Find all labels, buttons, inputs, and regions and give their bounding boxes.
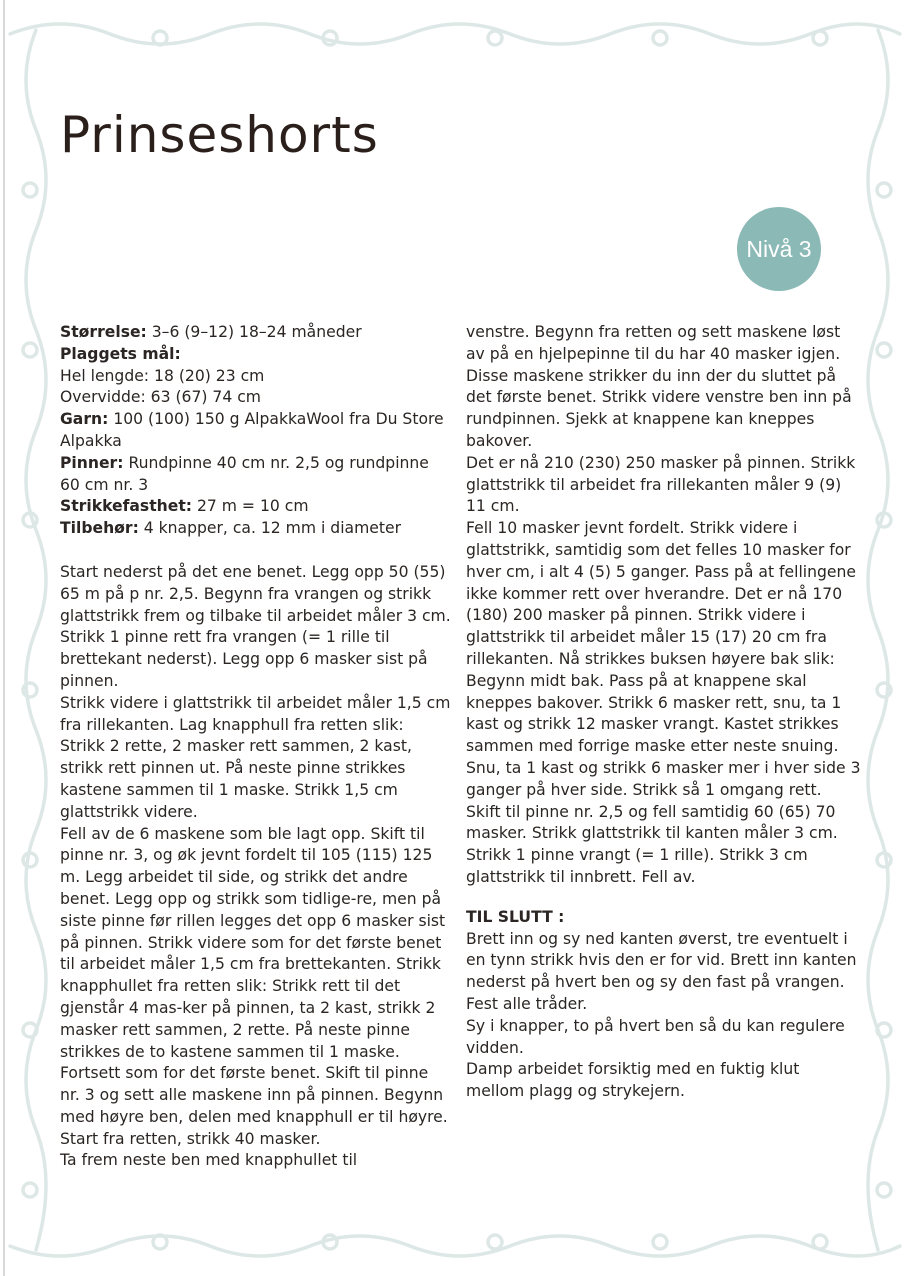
instruction-paragraph: Fell 10 masker jevnt fordelt. Strikk videre i glattstrikk, samtidig som det felles 10 masker for hver cm, i alt 4 (5) 5 ganger. Pass på at fellingene ikke kommer rett over hverandre. Det er nå 170 (180) 200 masker på pinnen. Strikk videre i glattstrikk til arbeidet måler 15 (17) 20 cm fra rillekanten. Nå strikkes buksen høyere bak slik: Begynn midt bak. Pass på at knappene skal kneppes bakover. Strikk 6 masker rett, snu, ta 1 kast og strikk 12 masker vrangt. Kastet strikkes sammen med forrige maske etter neste snuing. Snu, ta 1 kast og strikk 6 masker mer i hver side 3 ganger på hver side. Strikk så 1 omgang rett. Skift til pinne nr. 2,5 og fell samtidig 60 (65) 70 masker. Strikk glattstrikk til kanten måler 3 cm. Strikk 1 pinne vrangt (= 1 rille). Strikk 3 cm glattstrikk til innbrett. Fell av. bbox=[466, 519, 861, 886]
finishing-heading: TIL SLUTT : bbox=[466, 907, 565, 926]
finishing-paragraph: Brett inn og sy ned kanten øverst, tre eventuelt i en tynn strikk hvis den er for vid. Brett inn kanten nederst på hvert ben og sy den fast på vrangen. Fest alle tråder. bbox=[466, 929, 857, 1013]
spec-value: Overvidde: 63 (67) 74 cm bbox=[60, 388, 261, 407]
finishing-paragraph: Sy i knapper, to på hvert ben så du kan regulere vidden. bbox=[466, 1016, 845, 1057]
level-badge-label: Nivå 3 bbox=[746, 235, 812, 262]
spec-label: Strikkefasthet: bbox=[60, 497, 193, 516]
spec-row bbox=[60, 387, 452, 409]
spec-row bbox=[60, 344, 452, 366]
spec-label: Tilbehør: bbox=[60, 519, 139, 538]
left-column bbox=[60, 322, 452, 1172]
right-column bbox=[466, 322, 861, 1103]
spec-value: 27 m = 10 cm bbox=[192, 497, 309, 516]
instruction-paragraph: Fell av de 6 maskene som ble lagt opp. Skift til pinne nr. 3, og øk jevnt fordelt til 105 (115) 125 m. Legg arbeidet til side, og strikk det andre benet. Legg opp og strikk som tidlige-re, men på siste pinne før rillen legges det opp 6 masker sist på pinnen. Strikk videre som for det første benet til arbeidet måler 1,5 cm fra brettekanten. Strikk knapphullet fra retten slik: Strikk rett til det gjenstår 4 mas-ker på pinnen, ta 2 kast, strikk 2 masker rett sammen, 2 rette. På neste pinne strikkes de to kastene sammen til 1 maske. Fortsett som for det første benet. Skift til pinne nr. 3 og sett alle maskene inn på pinnen. Begynn med høyre ben, delen med knapphull er til høyre. Start fra retten, strikk 40 masker. bbox=[60, 824, 448, 1148]
spec-value: 3–6 (9–12) 18–24 måneder bbox=[146, 323, 362, 341]
spec-row bbox=[60, 366, 452, 388]
spec-value: Hel lengde: 18 (20) 23 cm bbox=[60, 366, 265, 385]
spec-row bbox=[60, 322, 452, 344]
spec-value: 4 knapper, ca. 12 mm i diameter bbox=[138, 519, 401, 538]
spec-row bbox=[60, 496, 452, 518]
spec-label: Garn: bbox=[60, 410, 109, 429]
level-badge bbox=[737, 207, 821, 291]
instruction-paragraph: Ta frem neste ben med knapphullet til bbox=[60, 1151, 358, 1170]
instruction-paragraph: venstre. Begynn fra retten og sett maskene løst av på en hjelpepinne til du har 40 masker igjen. Disse maskene strikker du inn der du sluttet på det første benet. Strikk videre venstre ben inn på rundpinnen. Sjekk at knappene kan kneppes bakover. bbox=[466, 323, 852, 450]
instruction-paragraph: Start nederst på det ene benet. Legg opp 50 (55) 65 m på p nr. 2,5. Begynn fra vrangen og strikk glattstrikk frem og tilbake til arbeidet måler 3 cm. Strikk 1 pinne rett fra vrangen (= 1 rille til brettekant nederst). Legg opp 6 masker sist på pinnen. bbox=[60, 562, 451, 690]
finishing-paragraph: Damp arbeidet forsiktig med en fuktig klut mellom plagg og strykejern. bbox=[466, 1060, 800, 1101]
spec-value: Rundpinne 40 cm nr. 2,5 og rundpinne 60 cm nr. 3 bbox=[60, 453, 429, 494]
spec-row bbox=[60, 409, 452, 453]
spec-value: 100 (100) 150 g AlpakkaWool fra Du Store Alpakka bbox=[60, 410, 444, 450]
instruction-paragraph: Det er nå 210 (230) 250 masker på pinnen. Strikk glattstrikk til arbeidet fra rillekanten måler 9 (9) 11 cm. bbox=[466, 453, 856, 516]
spec-label: Pinner: bbox=[60, 453, 124, 472]
spacer bbox=[60, 540, 452, 562]
instruction-paragraph: Strikk videre i glattstrikk til arbeidet måler 1,5 cm fra rillekanten. Lag knapphull fra retten slik: Strikk 2 rette, 2 masker rett sammen, 2 kast, strikk rett pinnen ut. På neste pinne strikkes kastene sammen til 1 maske. Strikk 1,5 cm glattstrikk videre. bbox=[60, 693, 451, 821]
spec-label: Plaggets mål: bbox=[60, 344, 181, 363]
spec-row bbox=[60, 453, 452, 497]
spec-row bbox=[60, 518, 452, 540]
spec-label: Størrelse: bbox=[60, 323, 147, 341]
pattern-title: Prinseshorts bbox=[60, 106, 379, 164]
